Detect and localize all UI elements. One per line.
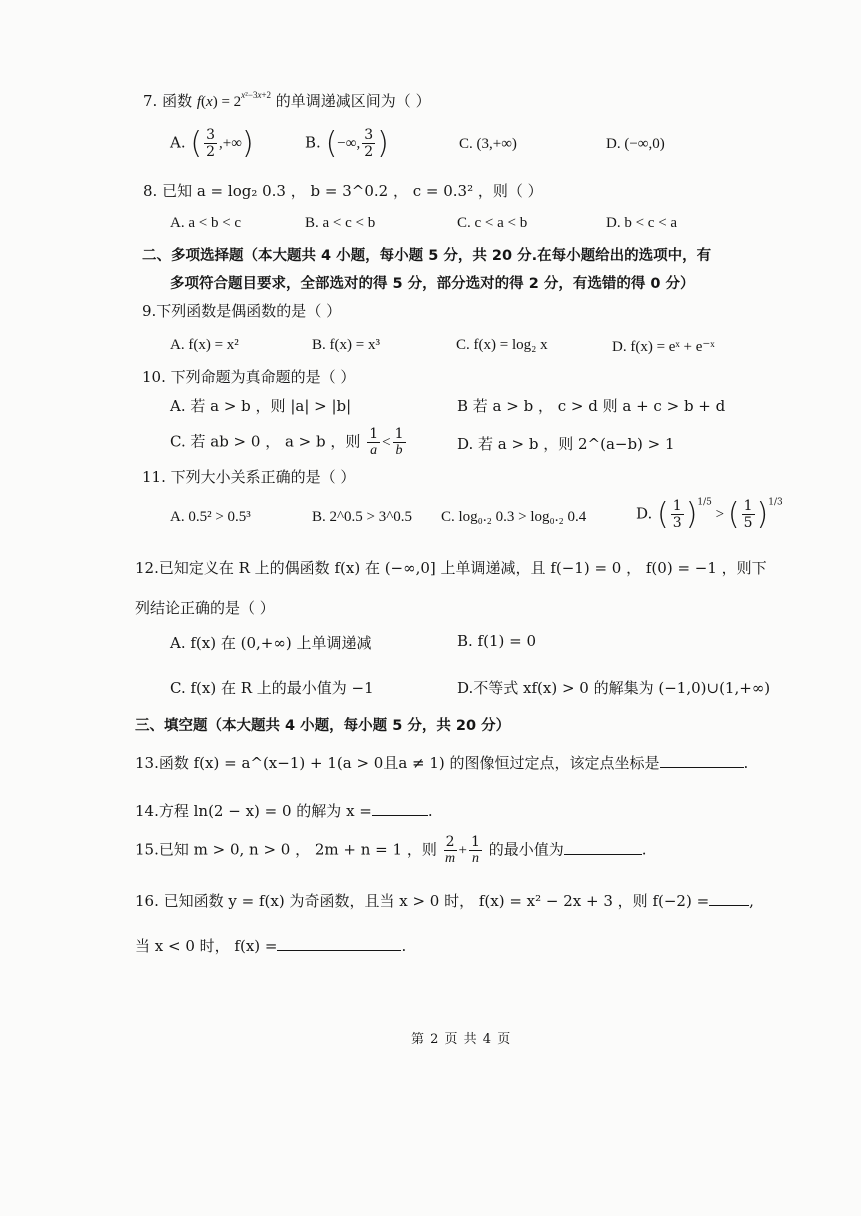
- question-7-option-c: C. (3,+∞): [459, 136, 517, 152]
- question-10-option-a: A. 若 a > b ，则 |a| > |b|: [170, 397, 352, 415]
- answer-blank-14[interactable]: [372, 801, 428, 816]
- question-8-option-a: A. a < b < c: [170, 215, 242, 231]
- question-7-option-d: D. (−∞,0): [606, 136, 665, 152]
- question-14: 14.方程 ln(2 − x) = 0 的解为 x = .: [135, 802, 433, 820]
- question-8-option-d: D. b < c < a: [606, 215, 678, 231]
- question-10-stem: 10. 下列命题为真命题的是（ ）: [142, 368, 356, 386]
- question-9-option-c: C. f(x) = log₂ x: [456, 337, 548, 353]
- question-8-stem: 8. 已知 a = log₂ 0.3 ， b = 3^0.2 ， c = 0.3² ，则（ ）: [143, 182, 543, 200]
- question-7-option-b: B. (−∞, $\frac{3}{2}$ ): [305, 126, 389, 161]
- question-12-option-b: B. f(1) = 0: [457, 632, 537, 650]
- answer-blank-15[interactable]: [564, 840, 642, 855]
- question-9-option-b: B. f(x) = x³: [312, 337, 380, 353]
- question-12-option-c: C. f(x) 在 R 上的最小值为 −1: [170, 679, 374, 697]
- question-16-line1: 16. 已知函数 y = f(x) 为奇函数，且当 x > 0 时， f(x) = x² − 2x + 3 ，则 f(−2) = ,: [135, 892, 754, 910]
- section-3-heading: 三、填空题（本大题共 4 小题，每小题 5 分，共 20 分）: [135, 718, 511, 734]
- question-10-option-c: C. 若 ab > 0 ， a > b ，则 $\frac{1}{a}$ < $\frac{1}{b}$: [170, 426, 404, 458]
- question-16-line2: 当 x < 0 时， f(x) = .: [135, 937, 407, 955]
- question-7-stem: 7. 函数 $f(x) = 2^{x^2-3x+2}$ 的单调递减区间为（ ）: [143, 90, 431, 110]
- question-8-option-b: B. a < c < b: [305, 215, 376, 231]
- question-10-option-b: B 若 a > b ， c > d 则 a + c > b + d: [457, 397, 726, 415]
- question-11-option-c: C. log₀.₂ 0.3 > log₀.₂ 0.4: [441, 509, 587, 525]
- question-9-stem: 9.下列函数是偶函数的是（ ）: [142, 302, 342, 320]
- question-12-stem-line2: 列结论正确的是（ ）: [135, 599, 275, 617]
- question-11-stem: 11. 下列大小关系正确的是（ ）: [142, 468, 356, 486]
- section-2-instructions: 多项符合题目要求，全部选对的得 5 分，部分选对的得 2 分，有选错的得 0 分）: [170, 276, 695, 292]
- q7-formula: $f(x) = 2^{x^2-3x+2}$: [196, 90, 272, 110]
- page-number-footer: 第 2 页 共 4 页: [411, 1032, 512, 1047]
- question-11-option-d: D. ( $\frac{1}{3}$ )$^{1/5}$ > ( $\frac{1}{5}$ )$^{1/3}$: [636, 497, 783, 532]
- question-7-option-a: A. ( $\frac{3}{2}$ ,+∞): [170, 126, 254, 161]
- answer-blank-16b[interactable]: [277, 936, 401, 951]
- question-12-option-d: D.不等式 xf(x) > 0 的解集为 (−1,0)∪(1,+∞): [457, 679, 771, 697]
- question-15: 15.已知 m > 0, n > 0 ， 2m + n = 1 ，则 $\frac{2}{m}$ + $\frac{1}{n}$ 的最小值为 .: [135, 834, 647, 866]
- question-11-option-a: A. 0.5² > 0.5³: [170, 509, 251, 525]
- answer-blank-16a[interactable]: [709, 891, 749, 906]
- question-9-option-d: D. f(x) = eˣ + e⁻ˣ: [612, 339, 715, 355]
- question-10-option-d: D. 若 a > b ，则 2^(a−b) > 1: [457, 435, 675, 453]
- question-8-option-c: C. c < a < b: [457, 215, 528, 231]
- question-12-option-a: A. f(x) 在 (0,+∞) 上单调递减: [170, 634, 372, 652]
- question-12-stem-line1: 12.已知定义在 R 上的偶函数 f(x) 在 (−∞,0] 上单调递减，且 f(−1) = 0 ， f(0) = −1 ，则下: [135, 559, 767, 577]
- question-13: 13.函数 f(x) = a^(x−1) + 1(a > 0且a ≠ 1) 的图像恒过定点，该定点坐标是 .: [135, 754, 749, 772]
- question-9-option-a: A. f(x) = x²: [170, 337, 239, 353]
- question-11-option-b: B. 2^0.5 > 3^0.5: [312, 509, 413, 525]
- answer-blank-13[interactable]: [660, 753, 744, 768]
- section-2-heading: 二、多项选择题（本大题共 4 小题，每小题 5 分，共 20 分.在每小题给出的选项中，有: [142, 248, 712, 264]
